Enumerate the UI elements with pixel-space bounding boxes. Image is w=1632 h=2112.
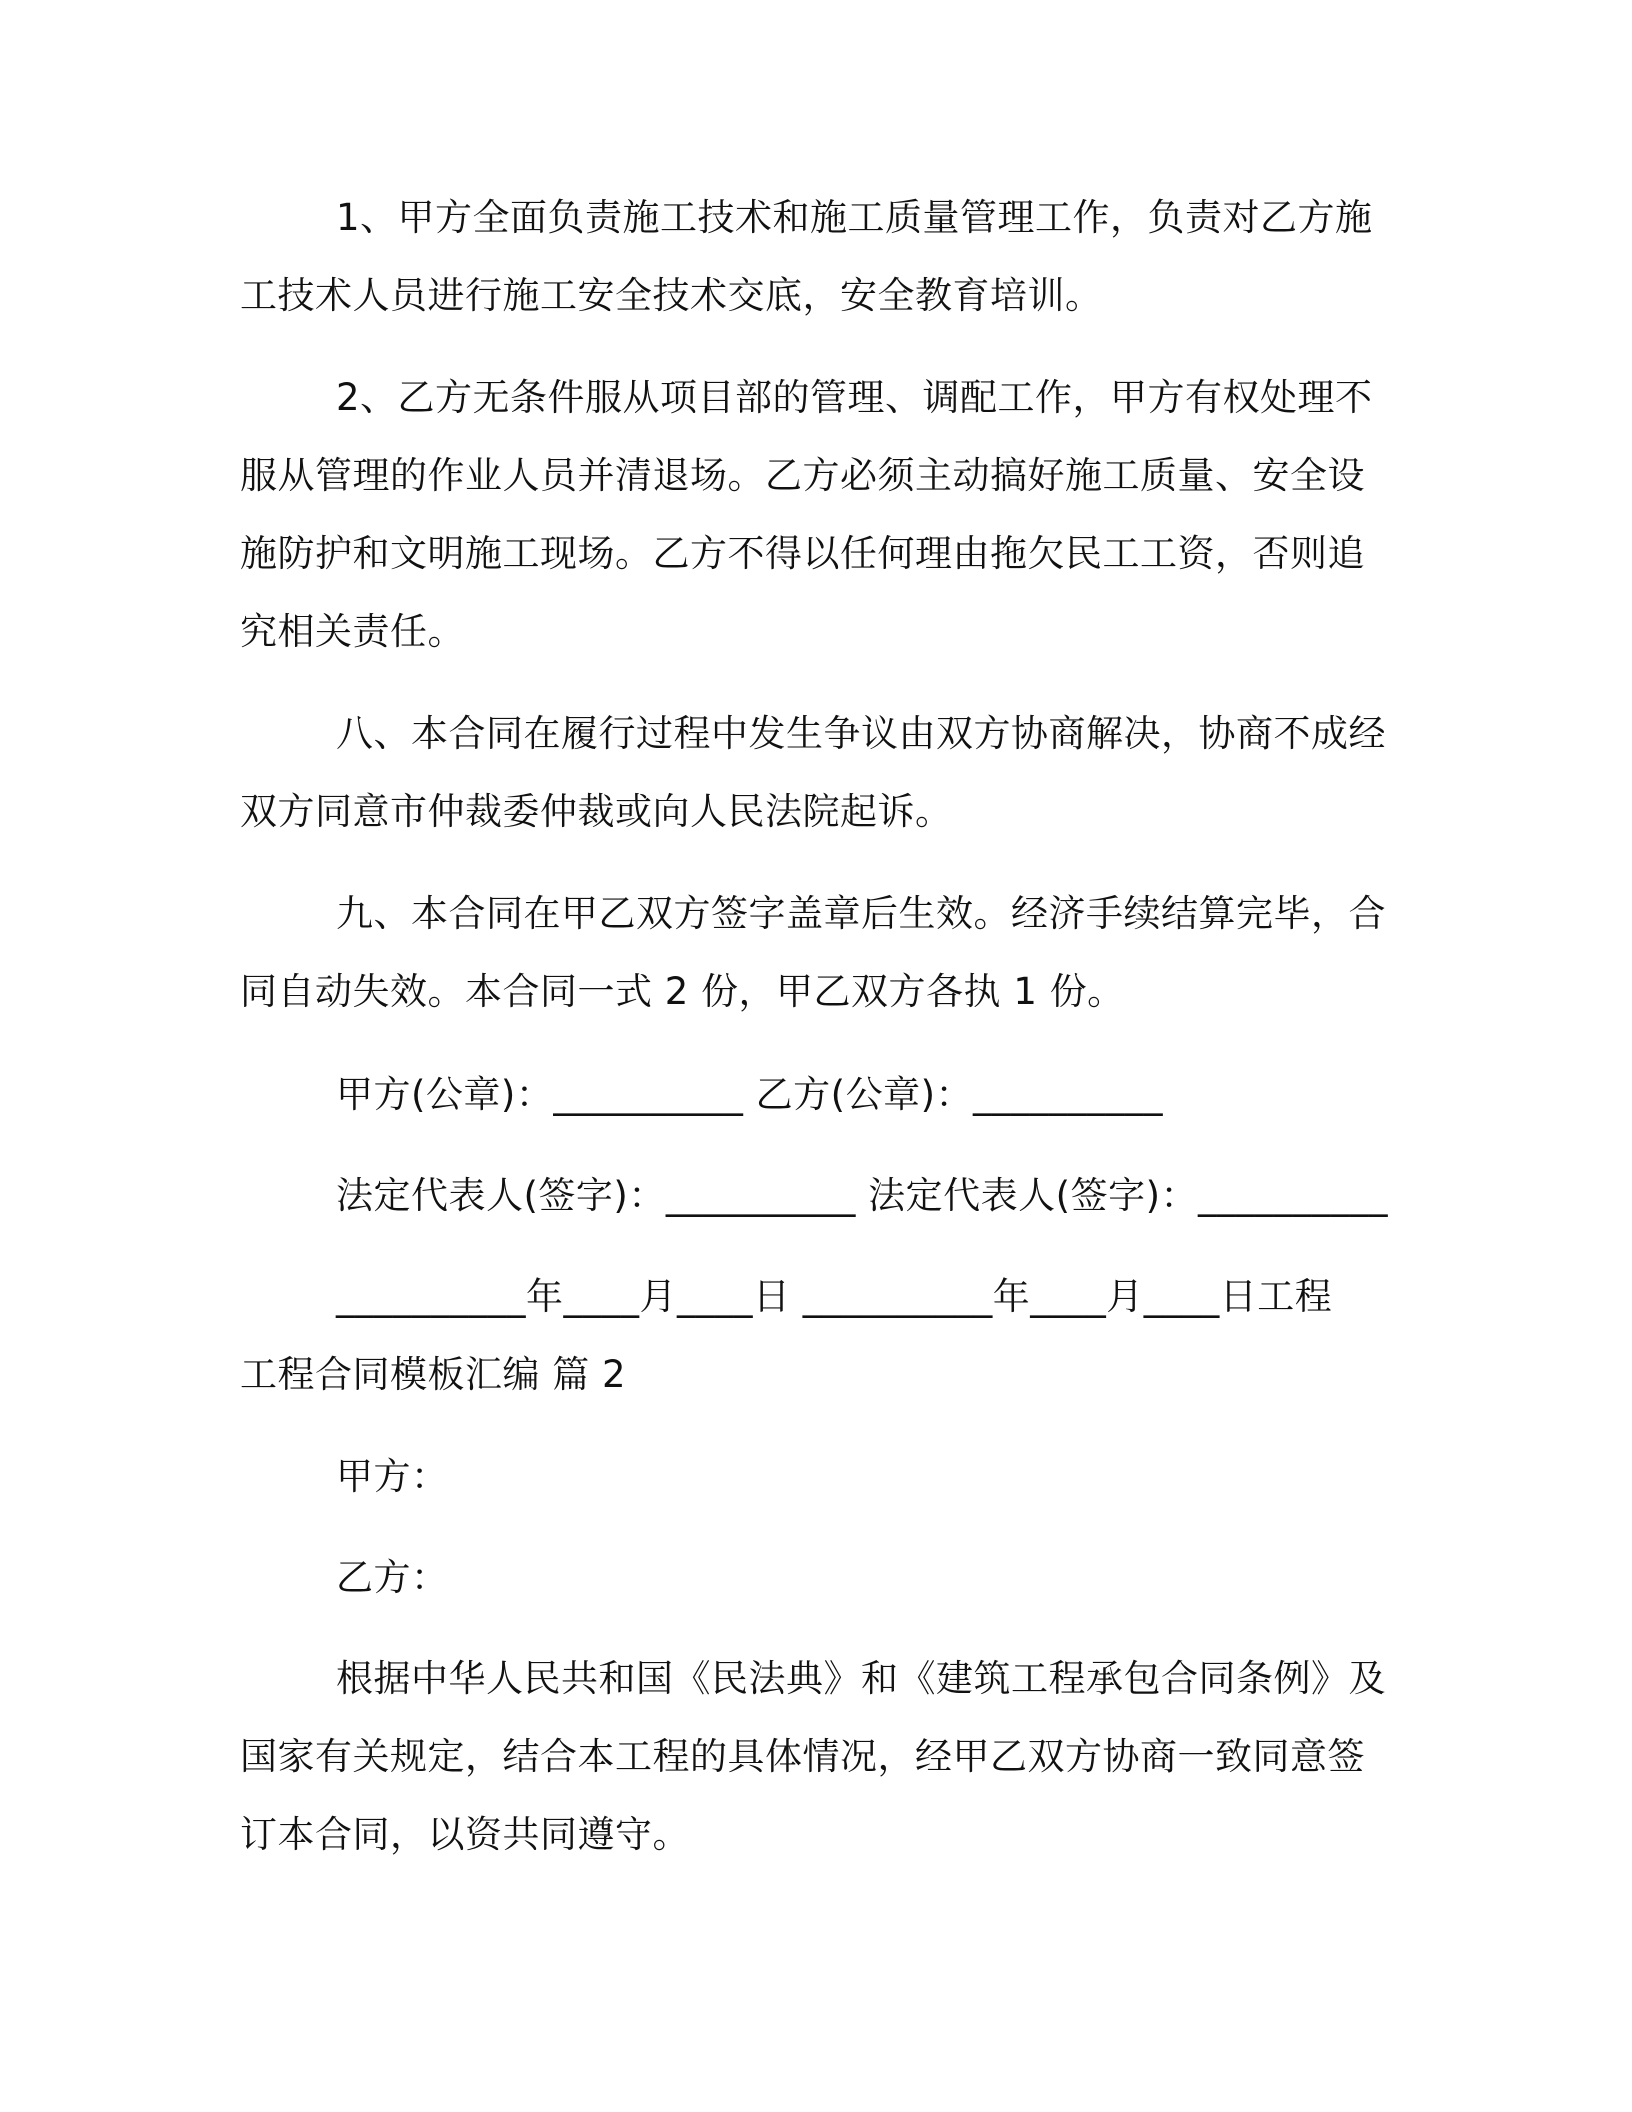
paragraph-article-8 <box>240 695 1390 851</box>
paragraph-line: 双方同意市仲裁委仲裁或向人民法院起诉。 <box>240 790 953 833</box>
paragraph-line: 究相关责任。 <box>240 610 465 653</box>
paragraph-line: 八、本合同在履行过程中发生争议由双方协商解决，协商不成经 <box>336 712 1386 755</box>
paragraph-preamble <box>240 1640 1390 1874</box>
paragraph-clause-1 <box>240 179 1390 335</box>
paragraph-line: 根据中华人民共和国《民法典》和《建筑工程承包合同条例》及 <box>336 1657 1386 1700</box>
paragraph-article-9 <box>240 875 1390 1031</box>
signature-representative-line <box>240 1157 1390 1235</box>
section-title: 工程合同模板汇编 篇 2 <box>240 1353 627 1396</box>
paragraph-line: 2、乙方无条件服从项目部的管理、调配工作，甲方有权处理不 <box>336 376 1373 419</box>
party-a-label: 甲方： <box>336 1455 449 1498</box>
paragraph-line: 工技术人员进行施工安全技术交底，安全教育培训。 <box>240 274 1103 317</box>
paragraph-line: 订本合同，以资共同遵守。 <box>240 1813 690 1856</box>
party-b-label: 乙方： <box>336 1556 449 1599</box>
party-b-line <box>240 1539 1390 1617</box>
party-a-line <box>240 1438 1390 1516</box>
paragraph-line: 1、甲方全面负责施工技术和施工质量管理工作，负责对乙方施 <box>336 196 1373 239</box>
paragraph-line: 施防护和文明施工现场。乙方不得以任何理由拖欠民工工资，否则追 <box>240 532 1365 575</box>
paragraph-line: 国家有关规定，结合本工程的具体情况，经甲乙双方协商一致同意签 <box>240 1735 1365 1778</box>
signature-seal-line <box>240 1056 1390 1134</box>
seal-fields: 甲方(公章)：__________ 乙方(公章)：__________ <box>336 1073 1164 1116</box>
date-and-section-title <box>240 1258 1390 1414</box>
paragraph-line: 九、本合同在甲乙双方签字盖章后生效。经济手续结算完毕，合 <box>336 892 1386 935</box>
paragraph-clause-2 <box>240 359 1390 671</box>
paragraph-line: 同自动失效。本合同一式 2 份，甲乙双方各执 1 份。 <box>240 970 1125 1013</box>
representative-fields: 法定代表人(签字)：__________ 法定代表人(签字)：__________ <box>336 1174 1389 1217</box>
date-fields: __________年____月____日 __________年____月____日工程 <box>336 1275 1333 1318</box>
paragraph-line: 服从管理的作业人员并清退场。乙方必须主动搞好施工质量、安全设 <box>240 454 1365 497</box>
